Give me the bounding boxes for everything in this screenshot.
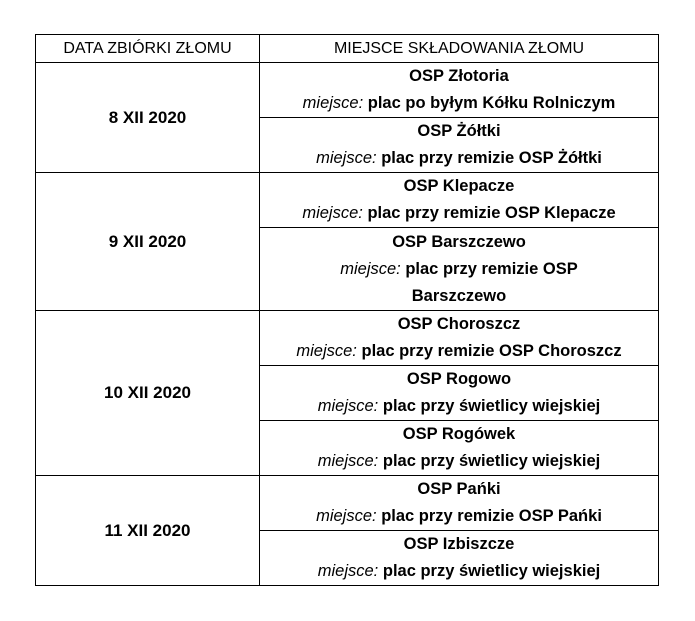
collection-date: 8 XII 2020	[36, 63, 260, 173]
osp-name: OSP Klepacze	[403, 177, 515, 195]
scrap-collection-table	[35, 34, 659, 586]
place-label: miejsce:	[317, 562, 379, 580]
storage-place-cell	[260, 63, 659, 118]
osp-name: OSP Barszczewo	[392, 232, 526, 251]
storage-place-cell	[260, 311, 659, 366]
place-label: miejsce:	[302, 204, 363, 222]
place-label: miejsce:	[317, 397, 379, 415]
osp-name: OSP Choroszcz	[397, 315, 521, 333]
place-description: plac przy remizie OSP Żółtki	[381, 149, 602, 167]
place-label: miejsce:	[316, 149, 377, 167]
table-row	[36, 476, 659, 531]
storage-place-cell	[260, 173, 659, 228]
place-line	[260, 256, 658, 310]
place-label: miejsce:	[302, 94, 364, 112]
place-line	[260, 90, 658, 117]
place-line	[260, 448, 658, 475]
place-description: plac przy świetlicy wiejskiej	[382, 397, 601, 415]
place-line	[260, 393, 658, 420]
place-description: plac przy remizie OSP Pańki	[381, 507, 602, 525]
storage-place-cell	[260, 476, 659, 531]
osp-name: OSP Rogowo	[406, 370, 512, 388]
storage-place-cell	[260, 228, 659, 311]
table-row	[36, 311, 659, 366]
storage-place-cell	[260, 118, 659, 173]
place-label: miejsce:	[316, 507, 377, 525]
collection-date: 11 XII 2020	[36, 476, 260, 586]
place-description: plac przy świetlicy wiejskiej	[382, 452, 601, 470]
place-line	[260, 338, 658, 365]
place-description: plac po byłym Kółku Rolniczym	[367, 94, 616, 112]
storage-place-cell	[260, 421, 659, 476]
place-label: miejsce:	[317, 452, 379, 470]
place-line	[260, 200, 658, 227]
header-date: DATA ZBIÓRKI ZŁOMU	[36, 35, 260, 63]
place-description: plac przy remizie OSP Choroszcz	[361, 342, 622, 360]
table-row	[36, 63, 659, 118]
collection-date: 10 XII 2020	[36, 311, 260, 476]
place-label: miejsce:	[296, 342, 357, 360]
osp-name: OSP Izbiszcze	[403, 535, 515, 553]
osp-name: OSP Pańki	[417, 480, 501, 498]
osp-name: OSP Złotoria	[409, 67, 509, 85]
place-label: miejsce:	[340, 259, 401, 278]
place-line	[260, 503, 658, 530]
collection-date: 9 XII 2020	[36, 173, 260, 311]
storage-place-cell	[260, 531, 659, 586]
place-description: plac przy świetlicy wiejskiej	[382, 562, 601, 580]
table-header-row	[36, 35, 659, 63]
osp-name: OSP Rogówek	[402, 425, 516, 443]
place-description: plac przy remizie OSP Klepacze	[367, 204, 616, 222]
osp-name: OSP Żółtki	[417, 122, 501, 140]
place-line	[260, 145, 658, 172]
place-line	[260, 558, 658, 585]
storage-place-cell	[260, 366, 659, 421]
header-place: MIEJSCE SKŁADOWANIA ZŁOMU	[260, 35, 659, 63]
place-description: plac przy remizie OSP Barszczewo	[405, 259, 578, 305]
table-row	[36, 173, 659, 228]
